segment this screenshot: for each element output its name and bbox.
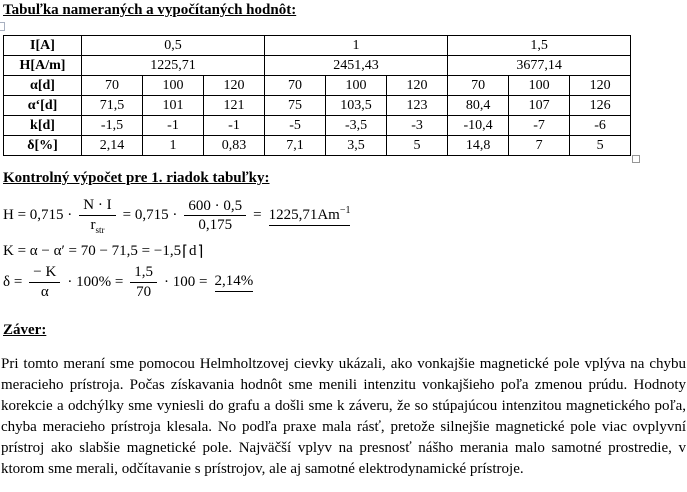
table-row-alpha-prime (4, 96, 631, 116)
table-section-heading: Tabuľka nameraných a vypočítaných hodnôt: (3, 2, 297, 18)
formula-H-lhs: H = 0,715 · (3, 207, 73, 224)
table-cell: 14,8 (448, 136, 509, 156)
table-cell: 0,5 (82, 36, 265, 56)
table-cell: 75 (265, 96, 326, 116)
formula-K-unit: d (188, 242, 197, 259)
table-cell: 120 (204, 76, 265, 96)
table-cell: 100 (143, 76, 204, 96)
table-cell: 80,4 (448, 96, 509, 116)
canvas-resize-handle-bottom-right[interactable] (632, 155, 640, 163)
fraction-numerator: 1,5 (130, 264, 157, 283)
subscript: str (95, 224, 105, 235)
fraction-numerator: N · I (79, 197, 115, 216)
table-row-current (4, 36, 631, 56)
table-cell: 70 (265, 76, 326, 96)
left-bracket: ⌈ (182, 242, 188, 260)
canvas-resize-handle-top-left[interactable] (0, 22, 5, 31)
table-cell: 7,1 (265, 136, 326, 156)
table-cell: 7 (509, 136, 570, 156)
calculation-section-heading: Kontrolný výpočet pre 1. riadok tabuľky: (3, 170, 270, 186)
table-cell: 121 (204, 96, 265, 116)
table-cell: -1 (143, 116, 204, 136)
table-cell: -10,4 (448, 116, 509, 136)
table-cell: 126 (570, 96, 631, 116)
table-cell: 123 (387, 96, 448, 116)
fraction-numerator: − K (29, 264, 60, 283)
table-cell: 101 (143, 96, 204, 116)
fraction-numerator: 600 · 0,5 (184, 198, 246, 217)
table-cell: 1 (265, 36, 448, 56)
table-row-correction (4, 116, 631, 136)
conclusion-paragraph: Pri tomto meraní sme pomocou Helmholtzovej cievky ukázali, ako vonkajšie magnetické pole vplýva na chybu meracieho prístroja. Počas získavania hodnôt sme menili intenzitu vonkajšieho poľa zmenou prúdu. Hodnoty korekcie a odchýlky sme vyniesli do grafu a došli sme k záveru, že so stúpajúcou intenzitou magnetického poľa, chyba meracieho prístroja klesala. No podľa praxe mala rásť, pretože silnejšie magnetické pole viac ovplyvní prístroj ako slabšie magnetické pole. Najväčší vplyv na presnosť nášho merania malo samotné prostredie, v ktorom sme merali, odčítavanie s prístrojov, ale aj samotné elektrodynamické prístroje. (1, 356, 686, 477)
table-cell: 5 (570, 136, 631, 156)
table-cell: 2,14 (82, 136, 143, 156)
row-label-error: δ[%] (4, 136, 82, 156)
table-cell: 1 (143, 136, 204, 156)
table-cell: 1,5 (448, 36, 631, 56)
table-cell: -7 (509, 116, 570, 136)
table-cell: 71,5 (82, 96, 143, 116)
row-label-field-intensity: H[A/m] (4, 56, 82, 76)
formula-delta (3, 264, 253, 301)
formula-H (3, 197, 350, 235)
table-cell: -5 (265, 116, 326, 136)
table-cell: 70 (448, 76, 509, 96)
formula-delta-lhs: δ = (3, 273, 23, 290)
table-row-alpha (4, 76, 631, 96)
row-label-alpha: α[d] (4, 76, 82, 96)
formula-K (3, 242, 203, 260)
formula-H-fraction-numeric (184, 198, 246, 235)
measurements-table (3, 35, 631, 156)
formula-delta-fraction-symbolic (29, 264, 60, 301)
fraction-denominator: $r_{str}$ (90, 216, 105, 235)
table-cell: 70 (82, 76, 143, 96)
table-cell: 100 (509, 76, 570, 96)
right-bracket: ⌉ (197, 242, 204, 260)
conclusion-section-heading: Záver: (3, 322, 47, 338)
row-label-current: I[A] (4, 36, 82, 56)
formula-delta-fraction-numeric (130, 264, 157, 301)
table-row-error (4, 136, 631, 156)
table-cell: -1 (204, 116, 265, 136)
table-cell: -3,5 (326, 116, 387, 136)
table-cell: 5 (387, 136, 448, 156)
formula-H-fraction-symbolic (79, 197, 115, 235)
superscript: −1 (339, 205, 351, 217)
equals-sign: = (253, 207, 262, 224)
fraction-denominator: 0,175 (198, 217, 233, 234)
formula-delta-result: 2,14% (215, 273, 254, 292)
table-cell: -6 (570, 116, 631, 136)
table-cell: 100 (326, 76, 387, 96)
table-cell: 107 (509, 96, 570, 116)
table-cell: 3677,14 (448, 56, 631, 76)
formula-delta-mid2: · 100 = (164, 273, 208, 290)
fraction-denominator: α (40, 283, 49, 300)
formula-K-main: K = α − α′ = 70 − 71,5 = −1,5 (3, 242, 182, 259)
table-cell: -1,5 (82, 116, 143, 136)
row-label-correction: k[d] (4, 116, 82, 136)
formula-delta-mid1: · 100% = (67, 273, 124, 290)
table-cell: 120 (387, 76, 448, 96)
table-cell: -3 (387, 116, 448, 136)
formula-H-result: $1225,71Am^{-1}$ (269, 205, 351, 226)
table-row-field-intensity (4, 56, 631, 76)
formula-H-mid: = 0,715 · (122, 207, 178, 224)
fraction-denominator: 70 (136, 283, 152, 300)
table-cell: 2451,43 (265, 56, 448, 76)
table-cell: 3,5 (326, 136, 387, 156)
row-label-alpha-prime: α‘[d] (4, 96, 82, 116)
table-cell: 1225,71 (82, 56, 265, 76)
table-cell: 103,5 (326, 96, 387, 116)
table-cell: 0,83 (204, 136, 265, 156)
table-cell: 120 (570, 76, 631, 96)
